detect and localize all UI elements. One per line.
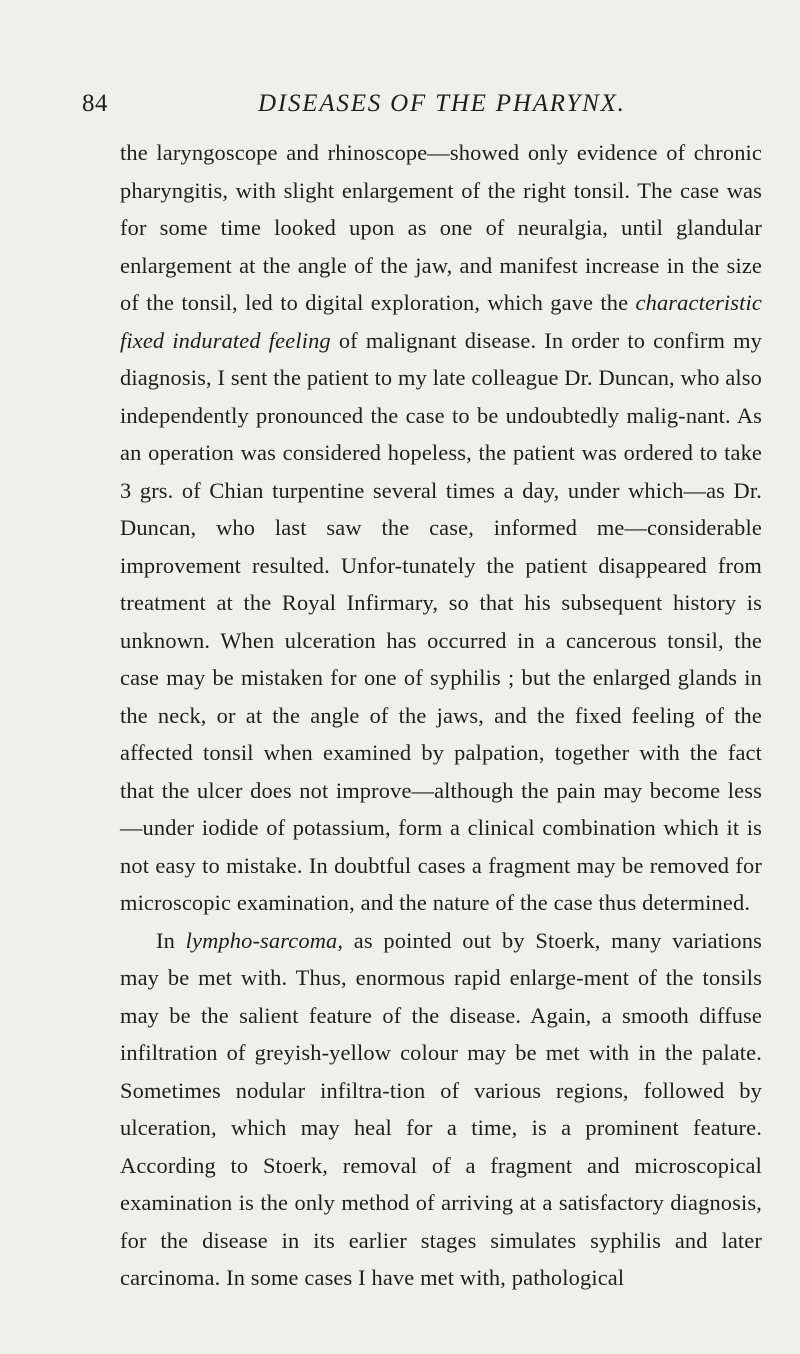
text-span: the laryngoscope and rhinoscope—showed only evidence of chronic pharyngitis, with slight enlargement of the right tonsil. The case was for some time looked upon as one of neuralgia, until glandular enlargement at the angle of the jaw, and manifest increase in the size of the tonsil, led to digital exploration, which gave the <box>120 140 762 315</box>
paragraph <box>120 922 762 1297</box>
text-span: In <box>156 927 186 953</box>
page-number: 84 <box>82 90 108 117</box>
text-span: as pointed out by Stoerk, many variations may be met with. Thus, enormous rapid enlarge-ment of the tonsils may be the salient feature of the disease. Again, a smooth diffuse infiltration of greyish-yellow colour may be met with in the palate. Sometimes nodular infiltra-tion of various regions, followed by ulceration, which may heal for a time, is a prominent feature. According to Stoerk, removal of a fragment and microscopical examination is the only method of arriving at a satisfactory diagnosis, for the disease in its earlier stages simulates syphilis and later carcinoma. In some cases I have met with, pathological <box>120 927 762 1290</box>
italic-phrase: characteristic fixed indurated feeling <box>120 290 762 353</box>
page-header <box>80 90 730 124</box>
italic-phrase: lympho-sarcoma, <box>185 927 344 953</box>
running-title: DISEASES OF THE PHARYNX. <box>258 90 626 117</box>
text-span: of malignant disease. In order to confirm my diagnosis, I sent the patient to my late colleague Dr. Duncan, who also independently pronounced the case to be undoubtedly malig-nant. As an operation was considered hopeless, the patient was ordered to take 3 grs. of Chian turpentine several times a day, under which—as Dr. Duncan, who last saw the case, informed me—considerable improvement resulted. Unfor-tunately the patient disappeared from treatment at the Royal Infirmary, so that his subsequent history is unknown. When ulceration has occurred in a cancerous tonsil, the case may be mistaken for one of syphilis ; but the enlarged glands in the neck, or at the angle of the jaws, and the fixed feeling of the affected tonsil when examined by palpation, together with the fact that the ulcer does not improve—although the pain may become less—under iodide of potassium, form a clinical combination which it is not easy to mistake. In doubtful cases a fragment may be removed for microscopic examination, and the nature of the case thus determined. <box>120 327 762 915</box>
paragraph <box>120 134 762 922</box>
body-text <box>120 134 762 1297</box>
